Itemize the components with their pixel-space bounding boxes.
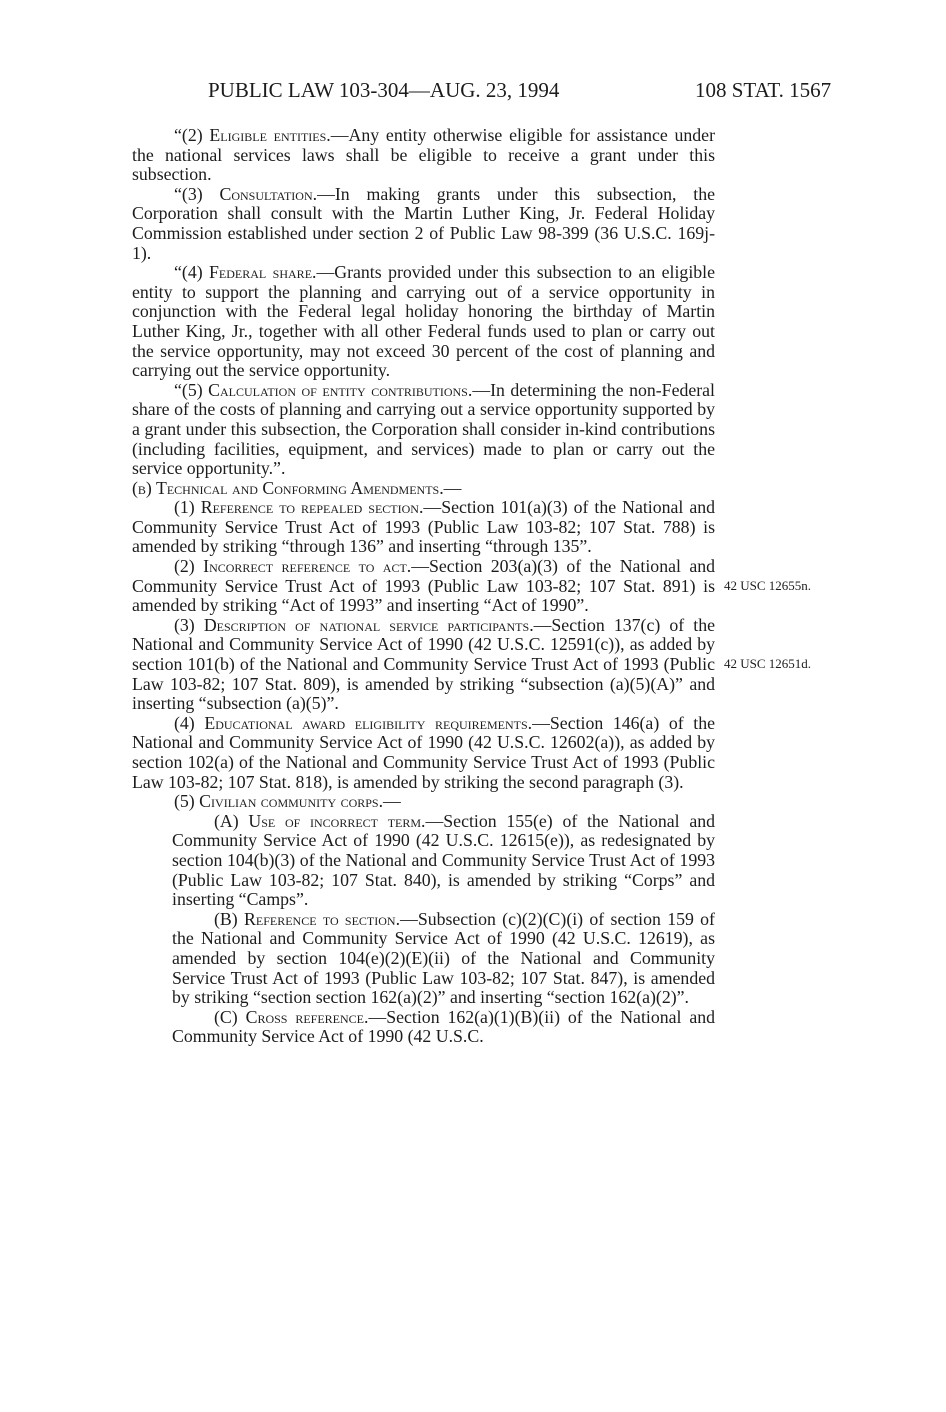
paragraph-heading: (1) Reference to repealed section. [174, 497, 424, 518]
paragraph-educational-award [132, 714, 715, 792]
subparagraph-reference-section [132, 910, 715, 1008]
paragraph-consultation [132, 185, 715, 263]
paragraph-heading: (B) Reference to section. [214, 908, 401, 929]
page-number: 108 STAT. 1567 [695, 78, 832, 102]
paragraph-heading: (3) Description of national service participants. [174, 614, 534, 635]
margin-note-usc: 42 USC 12655n. [724, 578, 812, 593]
paragraph-heading: (A) Use of incorrect term. [214, 810, 426, 831]
paragraph-text: —Section 155(e) of the National and Community Service Act of 1990 (42 U.S.C. 12615(e)), as redesignated by section 104(b)(3) of the National and Community Service Trust Act of 1993 (Public Law 103-82; 107 Stat. 840), is amended by striking “Corps” and inserting “Camps”. [172, 810, 716, 910]
paragraph-heading: “(3) Consultation. [174, 183, 318, 204]
subparagraph-incorrect-term [132, 812, 715, 910]
paragraph-heading: (5) Civilian community corps. [174, 791, 384, 812]
paragraph-text: — [383, 791, 401, 812]
paragraph-text: —Subsection (c)(2)(C)(i) of section 159 of the National and Community Service Act of 1990 (42 U.S.C. 12619), as amended by section 104(e)(2)(E)(ii) of the National and Community Service Trust Act of 1993 (Public Law 103-82; 107 Stat. 847), is amended by striking “section section 162(a)(2)” and inserting “section 162(a)(2)”. [172, 908, 715, 1008]
paragraph-text: —Any entity otherwise eligible for assistance under the national services laws shall be eligible to receive a grant under this subsection. [132, 125, 715, 185]
paragraph-incorrect-reference [132, 557, 715, 616]
paragraph-heading: (4) Educational award eligibility requirements. [174, 712, 533, 733]
paragraph-text: —Grants provided under this subsection to an eligible entity to support the planning and carrying out of a service opportunity in conjunction with the Federal legal holiday honoring the birthday of Martin Luther King, Jr., together with all other Federal funds used to plan or carry out the service opportunity, may not exceed 30 percent of the cost of planning and carrying out the service opportunity. [132, 262, 715, 381]
subparagraph-cross-reference [132, 1008, 715, 1047]
subsection-technical-amendments [132, 479, 715, 499]
paragraph-heading: (b) Technical and Conforming Amendments. [132, 477, 444, 498]
paragraph-heading: (2) Incorrect reference to act. [174, 556, 412, 577]
body-text [132, 126, 715, 1047]
paragraph-heading: “(5) Calculation of entity contributions. [174, 379, 473, 400]
paragraph-text: —In determining the non-Federal share of the costs of planning and carrying out a service opportunity supported by a grant under this subsection, the Corporation shall consider in-kind contributions (including facilities, equipment, and services) made to plan or carry out the service opportunity.”. [132, 379, 716, 479]
margin-note-usc: 42 USC 12651d. [724, 656, 812, 671]
paragraph-heading: “(2) Eligible entities. [174, 125, 331, 145]
paragraph-civilian-corps [132, 792, 715, 812]
paragraph-federal-share [132, 263, 715, 381]
paragraph-participants [132, 616, 715, 714]
paragraph-calculation [132, 381, 715, 479]
paragraph-text: —Section 137(c) of the National and Community Service Act of 1990 (42 U.S.C. 12591(c)), as added by section 101(b) of the National and Community Service Trust Act of 1993 (Public Law 103-82; 107 Stat. 809), is amended by striking “subsection (a)(5)(A)” and inserting “subsection (a)(5)”. [132, 614, 715, 714]
paragraph-text: —In making grants under this subsection, the Corporation shall consult with the Martin Luther King, Jr. Federal Holiday Commission established under section 2 of Public Law 98-399 (36 U.S.C. 169j-1). [132, 183, 716, 263]
paragraph-repealed-section [132, 498, 715, 557]
paragraph-heading: “(4) Federal share. [174, 262, 317, 283]
paragraph-text: —Section 101(a)(3) of the National and Community Service Trust Act of 1993 (Public Law 103-82; 107 Stat. 788) is amended by striking “through 136” and inserting “through 135”. [132, 497, 715, 557]
running-header-title: PUBLIC LAW 103-304—AUG. 23, 1994 [208, 78, 560, 102]
paragraph-text: —Section 203(a)(3) of the National and Community Service Trust Act of 1993 (Public Law 103-82; 107 Stat. 891) is amended by striking “Act of 1993” and inserting “Act of 1990”. [132, 556, 716, 616]
paragraph-text: —Section 162(a)(1)(B)(ii) of the National and Community Service Act of 1990 (42 U.S.C. [172, 1006, 715, 1047]
paragraph-eligible-entities [132, 126, 715, 185]
paragraph-text: — [443, 477, 462, 498]
paragraph-heading: (C) Cross reference. [214, 1006, 369, 1027]
paragraph-text: —Section 146(a) of the National and Community Service Act of 1990 (42 U.S.C. 12602(a)), as added by section 102(a) of the National and Community Service Trust Act of 1993 (Public Law 103-82; 107 Stat. 818), is amended by striking the second paragraph (3). [132, 712, 715, 792]
